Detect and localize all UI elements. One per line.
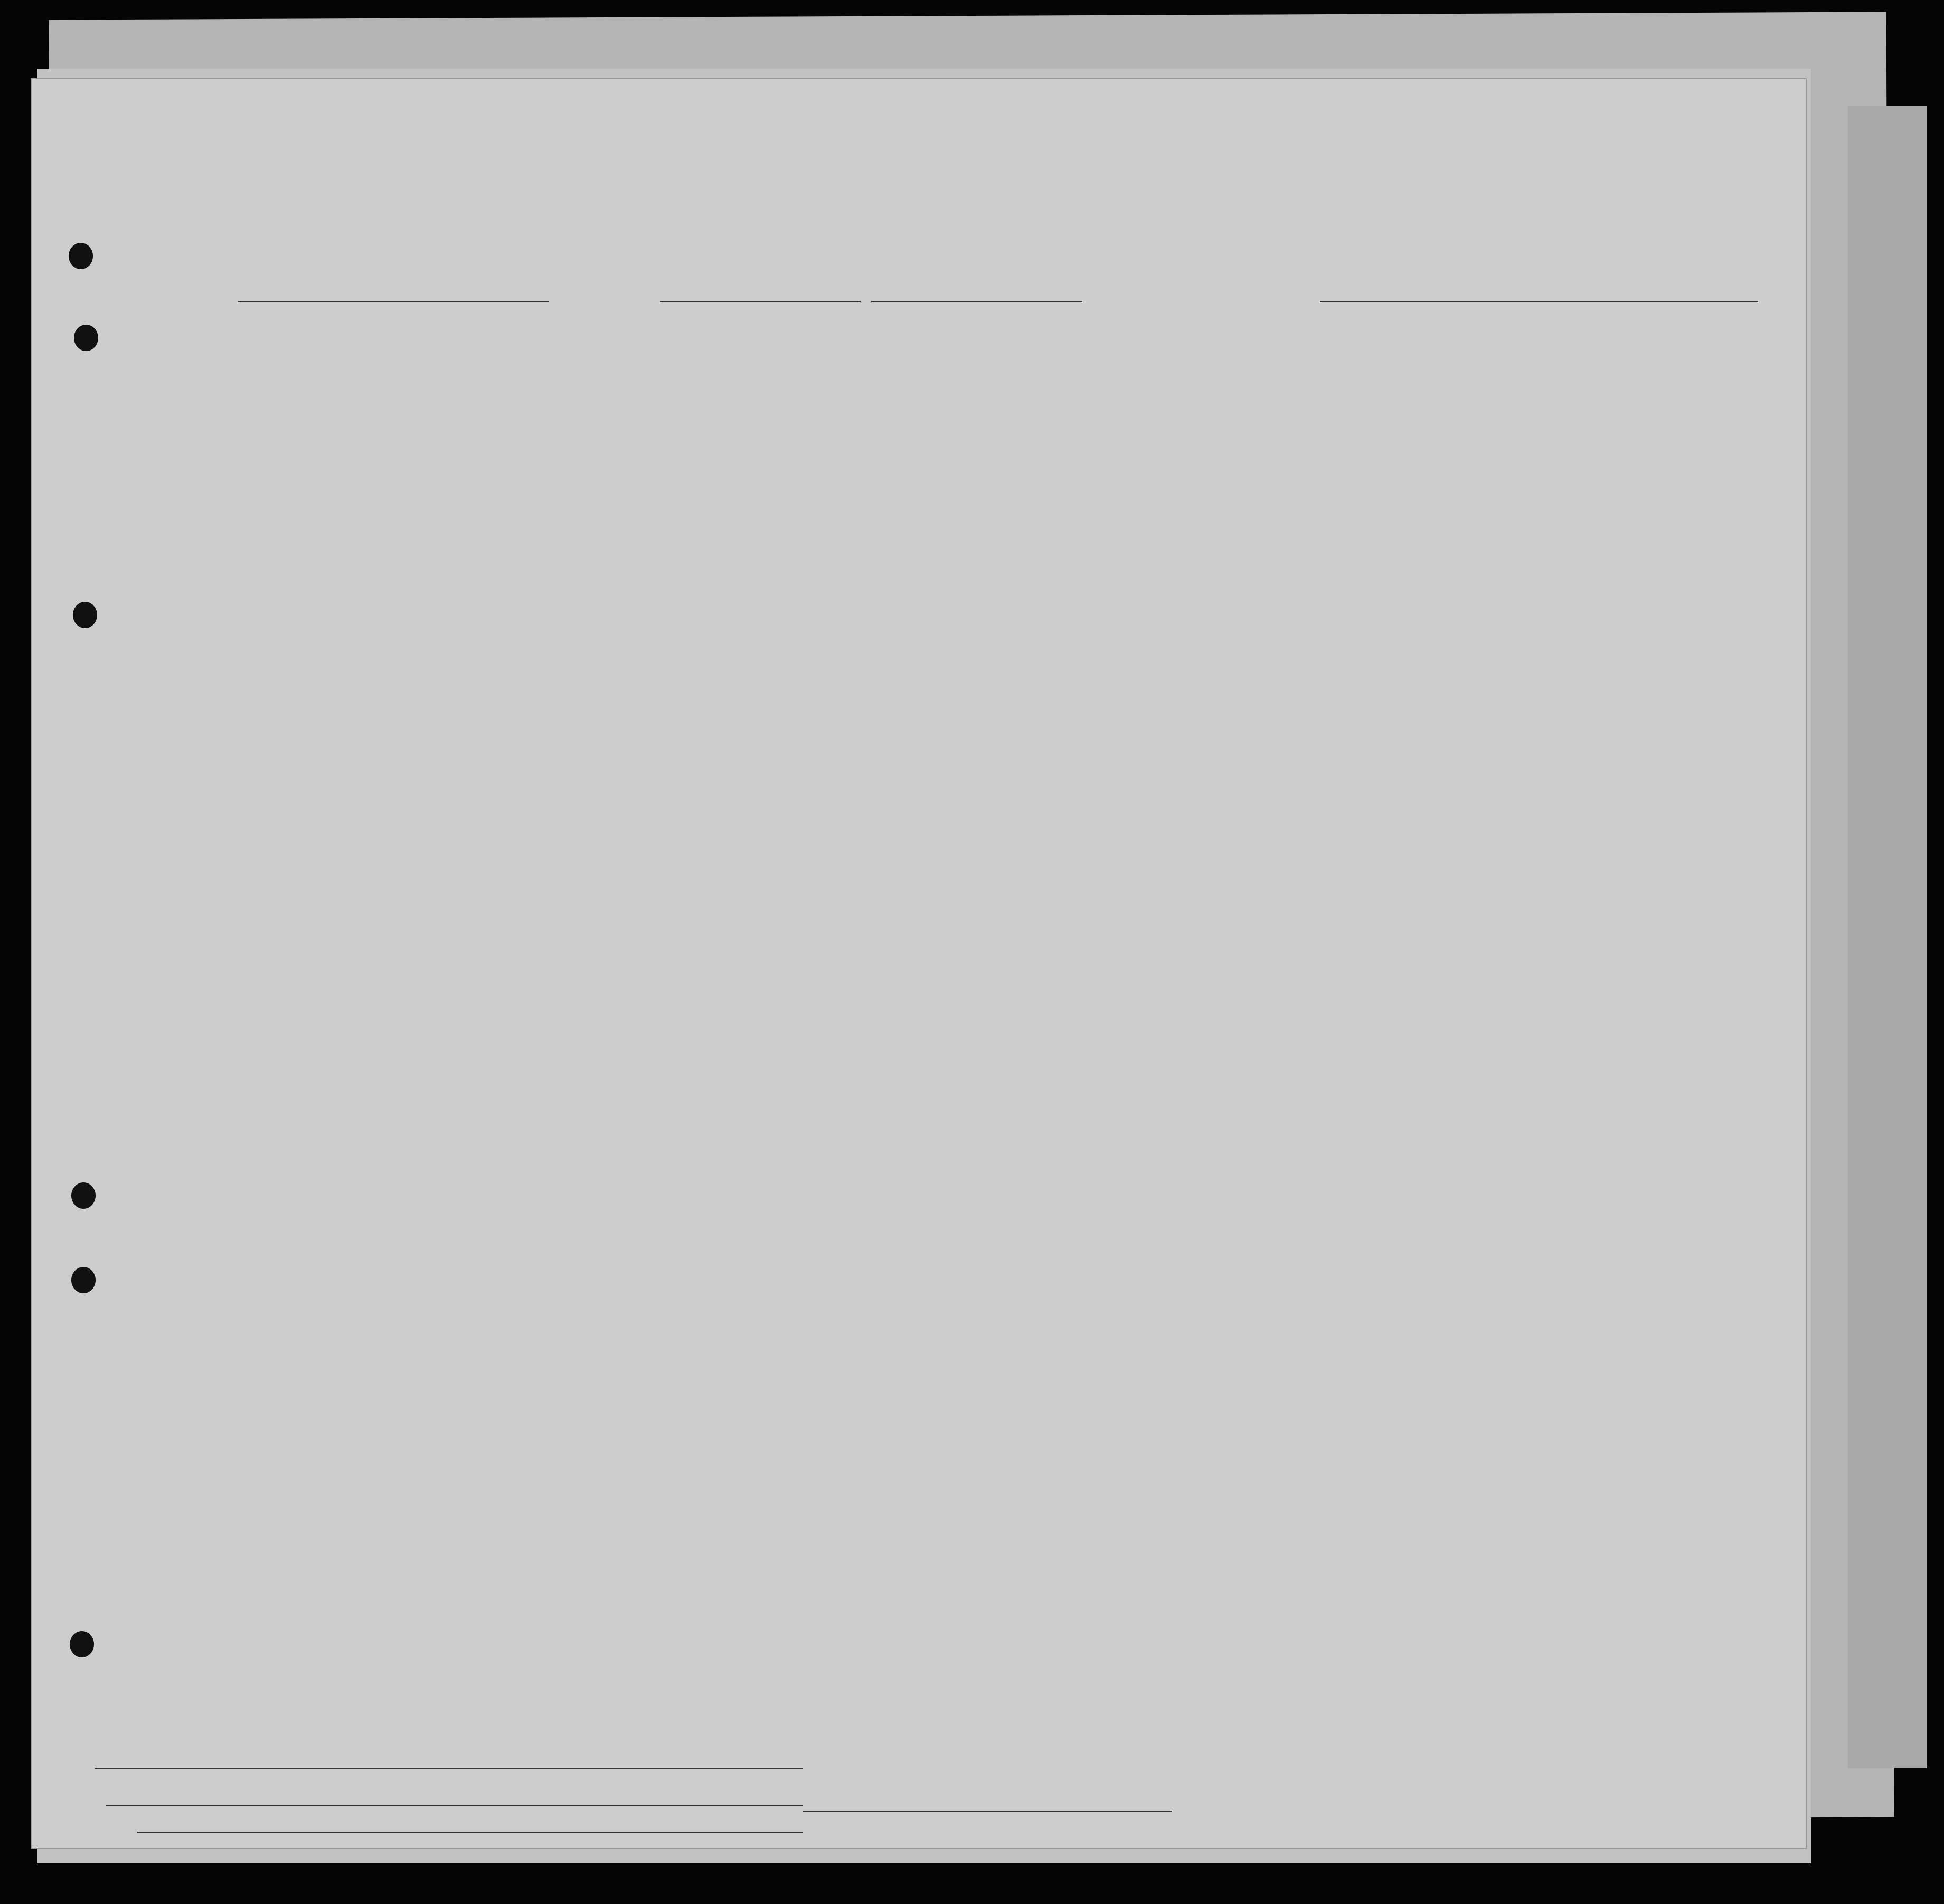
col-sex-header bbox=[1262, 327, 1320, 342]
col-nationality-header bbox=[1431, 327, 1536, 342]
line-underline bbox=[95, 1768, 803, 1769]
col-weight-header bbox=[1592, 327, 1642, 342]
punch-hole bbox=[71, 1267, 96, 1293]
manifest-grid bbox=[32, 79, 1806, 1848]
owners-underline bbox=[106, 1805, 803, 1806]
col-read-header bbox=[1138, 327, 1212, 333]
back-sheet-edge bbox=[1848, 106, 1927, 1768]
manifest-sheet bbox=[32, 79, 1806, 1848]
agents-underline bbox=[137, 1832, 803, 1833]
col-race-header bbox=[1323, 327, 1428, 342]
col-height-header bbox=[1539, 327, 1592, 342]
col-position-header bbox=[705, 327, 839, 337]
col-shipped-header bbox=[845, 327, 1016, 337]
punch-hole bbox=[74, 325, 98, 351]
col-age-header bbox=[1214, 327, 1259, 342]
col-name-header bbox=[127, 327, 539, 338]
signature-underline bbox=[803, 1811, 1172, 1812]
punch-hole bbox=[70, 1631, 94, 1657]
punch-hole bbox=[69, 243, 93, 269]
col-paid-header bbox=[1019, 327, 1138, 333]
punch-hole bbox=[73, 602, 97, 628]
col-marks-header bbox=[1645, 327, 1766, 337]
punch-hole bbox=[71, 1182, 96, 1209]
